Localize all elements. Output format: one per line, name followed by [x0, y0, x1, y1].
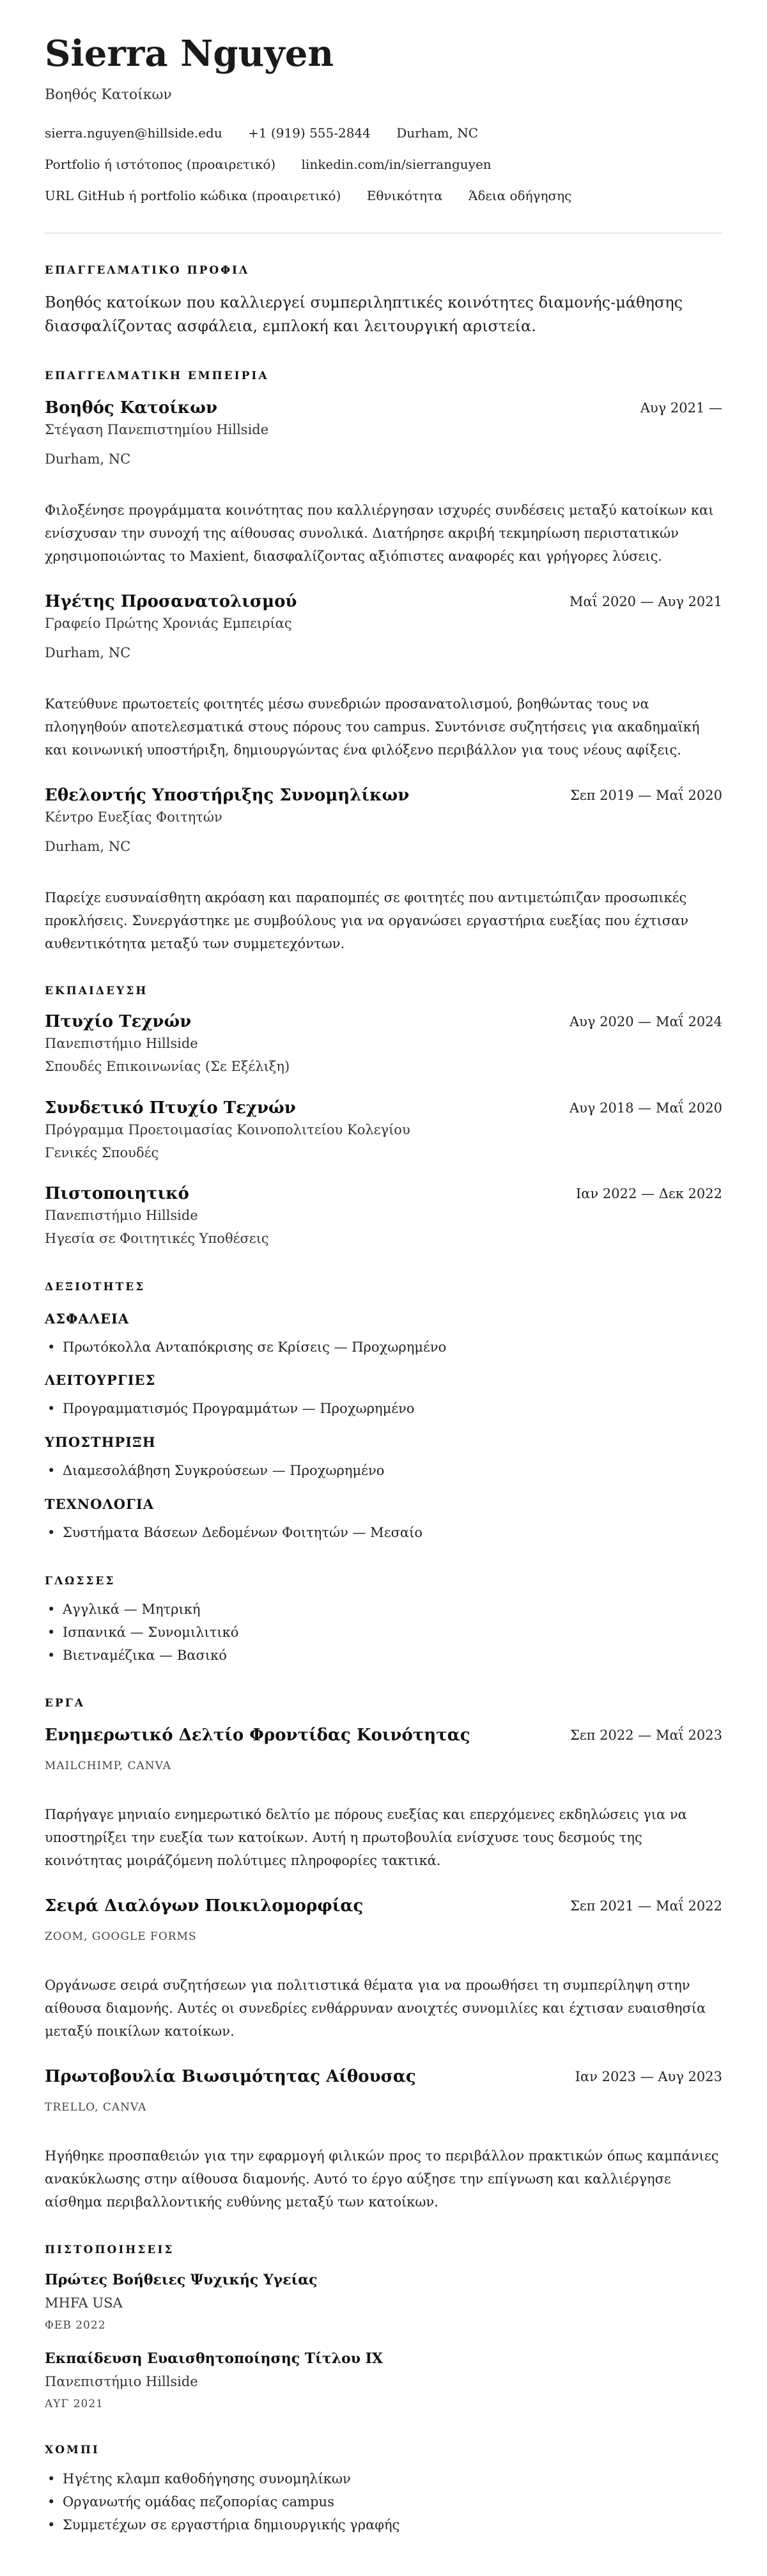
certification-issuer: MHFA USA [45, 2295, 123, 2311]
experience-date: Σεπ 2019 — Μαΐ 2020 [569, 788, 722, 803]
certification-issuer: Πανεπιστήμιο Hillside [45, 2374, 198, 2389]
experience-title: Βοηθός Κατοίκων [45, 398, 218, 418]
portfolio-link[interactable]: Portfolio ή ιστότοπος (προαιρετικό) [45, 157, 276, 172]
skill-item: • Προγραμματισμός Προγραμμάτων — Προχωρημένο [45, 1401, 415, 1416]
language-item: • Ισπανικά — Συνομιλιτικό [45, 1625, 238, 1640]
projects-heading: ΕΡΓΑ [45, 1697, 85, 1710]
experience-org: Κέντρο Ευεξίας Φοιτητών [45, 809, 222, 825]
skill-item: • Πρωτόκολλα Ανταπόκρισης σε Κρίσεις — Προχωρημένο [45, 1339, 446, 1355]
project-tools: TRELLO, CANVA [45, 2101, 147, 2114]
phone-text: +1 (919) 555-2844 [248, 125, 371, 141]
experience-heading: ΕΠΑΓΓΕΛΜΑΤΙΚΗ ΕΜΠΕΙΡΙΑ [45, 370, 269, 382]
project-tools: MAILCHIMP, CANVA [45, 1760, 172, 1772]
certification-date: ΑΥΓ 2021 [45, 2398, 104, 2410]
hobby-item: • Ηγέτης κλαμπ καθοδήγησης συνομηλίκων [45, 2471, 351, 2486]
experience-title: Ηγέτης Προσανατολισμού [45, 592, 297, 611]
hobbies-heading: ΧΟΜΠΙ [45, 2444, 100, 2456]
skill-group-heading: ΤΕΧΝΟΛΟΓΙΑ [45, 1496, 155, 1512]
experience-date: Μαΐ 2020 — Αυγ 2021 [569, 594, 722, 609]
hobby-item: • Οργανωτής ομάδας πεζοπορίας campus [45, 2494, 334, 2510]
language-item: • Βιετναμέζικα — Βασικό [45, 1648, 227, 1663]
summary-heading: ΕΠΑΓΓΕΛΜΑΤΙΚΟ ΠΡΟΦΙΛ [45, 264, 250, 277]
skill-item: • Συστήματα Βάσεων Δεδομένων Φοιτητών — Μεσαίο [45, 1525, 422, 1540]
experience-date: Αυγ 2021 — [640, 400, 722, 416]
project-title: Πρωτοβουλία Βιωσιμότητας Αίθουσας [45, 2067, 416, 2086]
contact-row [45, 188, 593, 203]
education-degree: Συνδετικό Πτυχίο Τεχνών [45, 1098, 296, 1118]
project-date: Σεπ 2022 — Μαΐ 2023 [569, 1728, 722, 1743]
skill-item: • Διαμεσολάβηση Συγκρούσεων — Προχωρημένο [45, 1463, 384, 1478]
certification-title: Πρώτες Βοήθειες Ψυχικής Υγείας [45, 2272, 318, 2288]
education-date: Ιαν 2022 — Δεκ 2022 [575, 1186, 722, 1201]
skill-group-heading: ΥΠΟΣΤΗΡΙΞΗ [45, 1434, 156, 1450]
project-title: Σειρά Διαλόγων Ποικιλομορφίας [45, 1896, 364, 1916]
skill-group-heading: ΑΣΦΑΛΕΙΑ [45, 1311, 130, 1327]
education-field: Ηγεσία σε Φοιτητικές Υποθέσεις [45, 1231, 269, 1246]
contact-row [45, 157, 513, 172]
project-title: Ενημερωτικό Δελτίο Φροντίδας Κοινότητας [45, 1726, 470, 1745]
experience-location: Durham, NC [45, 451, 131, 467]
experience-org: Στέγαση Πανεπιστημίου Hillside [45, 422, 269, 437]
experience-description: Κατεύθυνε πρωτοετείς φοιτητές μέσω συνεδριών προσανατολισμού, βοηθώντας τους να πλοηγηθούν αποτελεσματικά στους πόρους του campus. Συντόνισε συζητήσεις για ακαδημαϊκή και κοινωνική υποστήριξη, δημιουργώντας ένα φιλόξενο περιβάλλον για τους νέους αφίξεις. [45, 696, 700, 758]
education-school: Πανεπιστήμιο Hillside [45, 1208, 198, 1223]
education-field: Σπουδές Επικοινωνίας (Σε Εξέλιξη) [45, 1059, 290, 1074]
education-school: Πανεπιστήμιο Hillside [45, 1036, 198, 1051]
education-field: Γενικές Σπουδές [45, 1145, 159, 1160]
project-tools: ZOOM, GOOGLE FORMS [45, 1930, 197, 1943]
hobby-item: • Συμμετέχων σε εργαστήρια δημιουργικής γραφής [45, 2517, 399, 2533]
education-school: Πρόγραμμα Προετοιμασίας Κοινοπολιτείου Κολεγίου [45, 1122, 410, 1137]
summary-text: Βοηθός κατοίκων που καλλιεργεί συμπεριληπτικές κοινότητες διαμονής-μάθησης διασφαλίζοντας ασφάλεια, εμπλοκή και λειτουργική αριστεία. [45, 293, 683, 335]
education-degree: Πιστοποιητικό [45, 1184, 189, 1203]
experience-description: Φιλοξένησε προγράμματα κοινότητας που καλλιέργησαν ισχυρές συνδέσεις μεταξύ κατοίκων και ενίσχυσαν την συνοχή της αίθουσας συνολικά. Διατήρησε ακριβή τεκμηρίωση περιστατικών χρησιμοποιώντας το Maxient, διασφαλίζοντας αξιόπιστες αναφορές και γρήγορες λύσεις. [45, 503, 714, 564]
project-description: Παρήγαγε μηνιαίο ενημερωτικό δελτίο με πόρους ευεξίας και επερχόμενες εκδηλώσεις για να υποστηρίξει την ευεξία των κατοίκων. Αυτή η πρωτοβουλία ενίσχυσε τους δεσμούς της κοινότητας μοιράζόμενη πολύτιμες πληροφορίες τακτικά. [45, 1807, 687, 1868]
experience-location: Durham, NC [45, 839, 131, 854]
skill-group-heading: ΛΕΙΤΟΥΡΓΙΕΣ [45, 1372, 156, 1388]
project-date: Ιαν 2023 — Αυγ 2023 [575, 2069, 722, 2084]
education-heading: ΕΚΠΑΙΔΕΥΣΗ [45, 985, 148, 997]
project-date: Σεπ 2021 — Μαΐ 2022 [569, 1898, 722, 1914]
languages-heading: ΓΛΩΣΣΕΣ [45, 1575, 116, 1588]
experience-title: Εθελοντής Υποστήριξης Συνομηλίκων [45, 786, 410, 805]
github-link[interactable]: URL GitHub ή portfolio κώδικα (προαιρετικό) [45, 188, 341, 203]
experience-location: Durham, NC [45, 645, 131, 660]
project-description: Οργάνωσε σειρά συζητήσεων για πολιτιστικά θέματα για να προωθήσει τη συμπερίληψη στην αίθουσα διαμονής. Αυτές οι συνεδρίες ενθάρρυναν ανοιχτές συνομιλίες και έχτισαν ευαισθησία μεταξύ ποικίλων κατοίκων. [45, 1978, 706, 2039]
job-title: Βοηθός Κατοίκων [45, 87, 172, 103]
education-date: Αυγ 2020 — Μαΐ 2024 [569, 1014, 722, 1029]
skills-heading: ΔΕΞΙΟΤΗΤΕΣ [45, 1281, 146, 1293]
certifications-heading: ΠΙΣΤΟΠΟΙΗΣΕΙΣ [45, 2244, 174, 2256]
email-link[interactable]: sierra.nguyen@hillside.edu [45, 125, 222, 141]
nationality-text: Εθνικότητα [366, 188, 443, 203]
education-degree: Πτυχίο Τεχνών [45, 1012, 192, 1031]
contact-row [45, 125, 500, 141]
education-date: Αυγ 2018 — Μαΐ 2020 [569, 1100, 722, 1116]
project-description: Ηγήθηκε προσπαθειών για την εφαρμογή φιλικών προς το περιβάλλον πρακτικών όπως καμπάνιες ανακύκλωσης στην αίθουσα διαμονής. Αυτό το έργο αύξησε την επίγνωση και καλλιέργησε αίσθημα περιβαλλοντικής ευθύνης μεταξύ των κατοίκων. [45, 2148, 719, 2210]
location-text: Durham, NC [396, 125, 479, 141]
certification-title: Εκπαίδευση Ευαισθητοποίησης Τίτλου IX [45, 2350, 383, 2367]
candidate-name: Sierra Nguyen [45, 33, 334, 75]
certification-date: ΦΕΒ 2022 [45, 2319, 106, 2332]
language-item: • Αγγλικά — Μητρική [45, 1602, 200, 1617]
linkedin-link[interactable]: linkedin.com/in/sierranguyen [301, 157, 492, 172]
experience-org: Γραφείο Πρώτης Χρονιάς Εμπειρίας [45, 616, 292, 631]
license-text: Άδεια οδήγησης [468, 188, 572, 203]
experience-description: Παρείχε ευσυναίσθητη ακρόαση και παραπομπές σε φοιτητές που αντιμετώπιζαν προσωπικές προκλήσεις. Συνεργάστηκε με συμβούλους για να οργανώσει εργαστήρια ευεξίας που έχτισαν αυθεντικότητα μεταξύ των συμμετεχόντων. [45, 890, 689, 951]
